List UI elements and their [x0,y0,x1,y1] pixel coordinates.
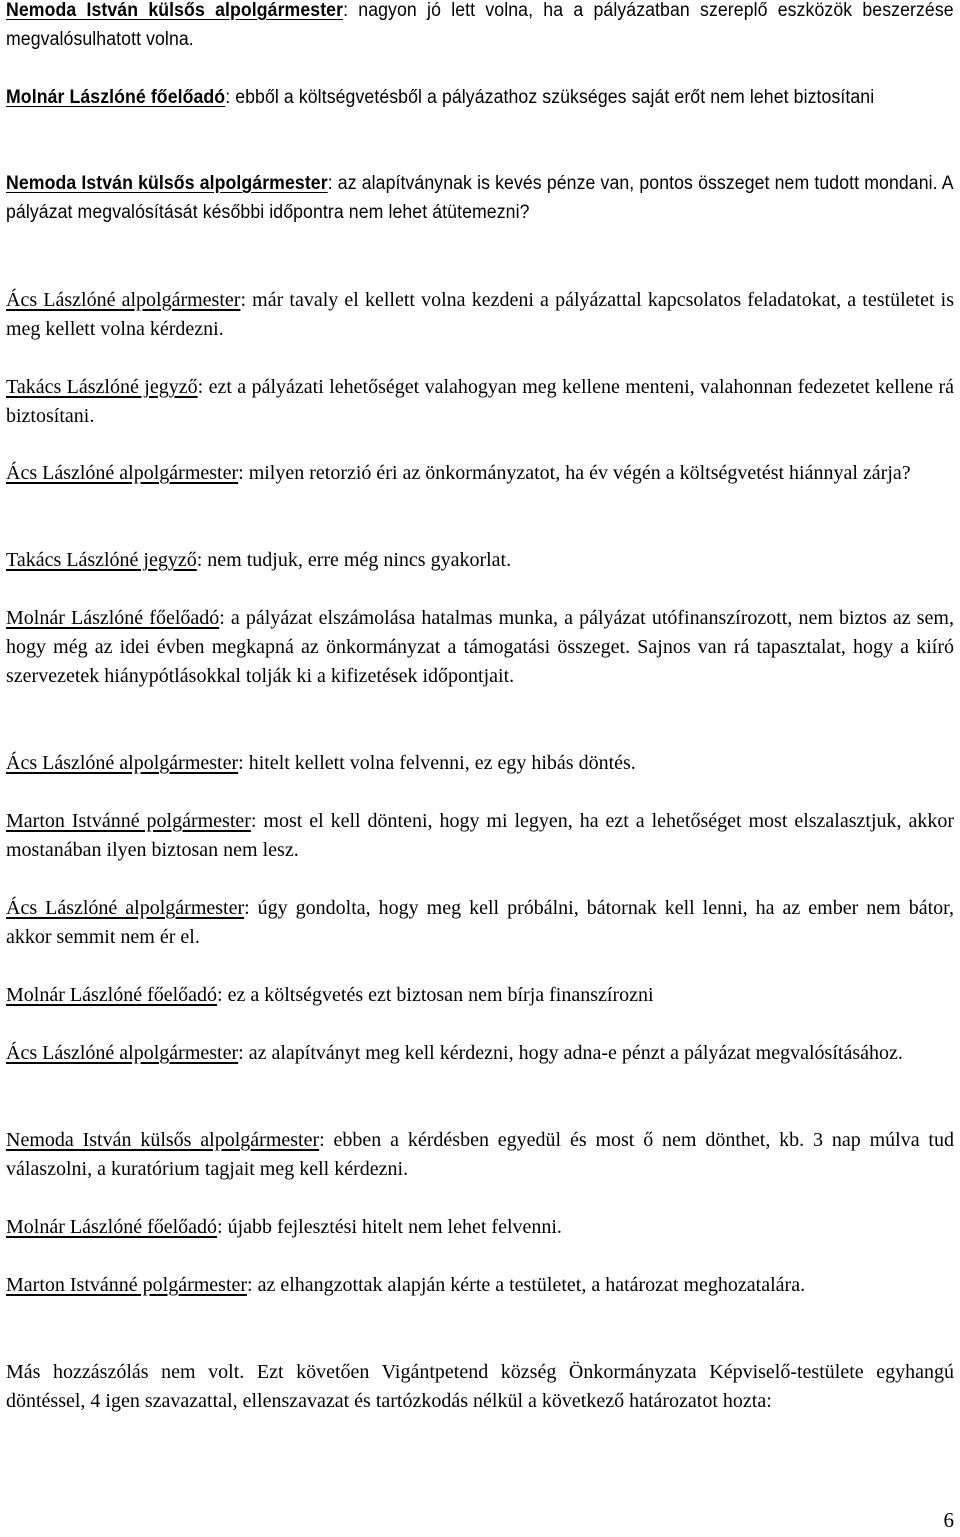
paragraph-text: : most el kell dönteni, hogy mi legyen, ha ezt a lehetőséget most elszalasztjuk, akkor mostanában ilyen biztosan nem lesz. [6,810,954,861]
paragraph-text: : már tavaly el kellett volna kezdeni a pályázattal kapcsolatos feladatokat, a testületet is meg kellett volna kérdezni. [6,289,954,340]
paragraph-text: : ezt a pályázati lehetőséget valahogyan meg kellene menteni, valahonnan fedezetet kellene rá biztosítani. [6,376,954,427]
paragraph [6,981,954,1010]
paragraph-text: : ebben a kérdésben egyedül és most ő nem dönthet, kb. 3 nap múlva tud válaszolni, a kuratórium tagjait meg kell kérdezni. [6,1129,954,1180]
paragraph [6,1039,954,1068]
speaker-name: Molnár Lászlóné főelőadó [6,607,220,629]
speaker-name: Nemoda István külsős alpolgármester [6,0,344,21]
paragraph [6,84,954,113]
paragraph-text: : az elhangzottak alapján kérte a testületet, a határozat meghozatalára. [247,1274,806,1296]
speaker-name: Ács Lászlóné alpolgármester [6,462,239,484]
page-number: 6 [943,1508,954,1532]
paragraph-text: : ez a költségvetés ezt biztosan nem bírja finanszírozni [217,984,654,1006]
paragraph-text: : az alapítványnak is kevés pénze van, pontos összeget nem tudott mondani. A pályázat megvalósítását későbbi időpontra nem lehet átütemezni? [6,173,954,223]
paragraph [6,894,954,952]
paragraph-text: : újabb fejlesztési hitelt nem lehet felvenni. [217,1216,562,1238]
speaker-name: Ács Lászlóné alpolgármester [6,289,241,311]
paragraph [6,807,954,865]
paragraph-text: : hitelt kellett volna felvenni, ez egy hibás döntés. [238,752,636,774]
paragraph [6,0,954,54]
paragraph-text: : nem tudjuk, erre még nincs gyakorlat. [196,549,512,571]
speaker-name: Nemoda István külsős alpolgármester [6,1129,320,1151]
paragraph-text: : nagyon jó lett volna, ha a pályázatban szereplő eszközök beszerzése megvalósulhatott volna. [6,0,954,50]
speaker-name: Molnár Lászlóné főelőadó [6,87,226,108]
paragraph-text: : a pályázat elszámolása hatalmas munka, a pályázat utófinanszírozott, nem biztos az sem, hogy még az idei évben megkapná az önkormányzat a támogatási összeget. Sajnos van rá tapasztalat, hogy a kiíró szervezetek hiánypótlásokkal tolják ki a kifizetések időpontjait. [6,607,954,687]
speaker-name: Ács Lászlóné alpolgármester [6,897,245,919]
speaker-name: Takács Lászlóné jegyző [6,549,197,571]
closing-paragraph [6,1358,954,1416]
paragraph-text: : úgy gondolta, hogy meg kell próbálni, bátornak kell lenni, ha az ember nem bátor, akkor semmit nem ér el. [6,897,954,948]
speaker-name: Takács Lászlóné jegyző [6,376,198,398]
paragraph-text: Más hozzászólás nem volt. Ezt követően Vigántpetend község Önkormányzata Képviselő-testülete egyhangú döntéssel, 4 igen szavazattal, ellenszavazat és tartózkodás nélkül a következő határozatot hozta: [6,1361,954,1412]
paragraph [6,459,954,488]
paragraph-text: : az alapítványt meg kell kérdezni, hogy adna-e pénzt a pályázat megvalósításához. [238,1042,903,1064]
paragraph-text: : ebből a költségvetésből a pályázathoz szükséges saját erőt nem lehet biztosítani [225,87,875,108]
speaker-name: Marton Istvánné polgármester [6,810,251,832]
speaker-name: Marton Istvánné polgármester [6,1274,248,1296]
speaker-name: Molnár Lászlóné főelőadó [6,984,218,1006]
paragraph [6,373,954,431]
speaker-name: Molnár Lászlóné főelőadó [6,1216,218,1238]
speaker-name: Ács Lászlóné alpolgármester [6,1042,239,1064]
paragraph [6,546,954,575]
paragraph-text: : milyen retorzió éri az önkormányzatot, ha év végén a költségvetést hiánnyal zárja? [238,462,911,484]
paragraph [6,170,954,227]
speaker-name: Ács Lászlóné alpolgármester [6,752,239,774]
paragraph [6,1271,954,1300]
paragraph [6,749,954,778]
paragraph [6,286,954,344]
paragraph [6,1213,954,1242]
speaker-name: Nemoda István külsős alpolgármester [6,173,328,194]
paragraph [6,604,954,690]
paragraph [6,1126,954,1184]
